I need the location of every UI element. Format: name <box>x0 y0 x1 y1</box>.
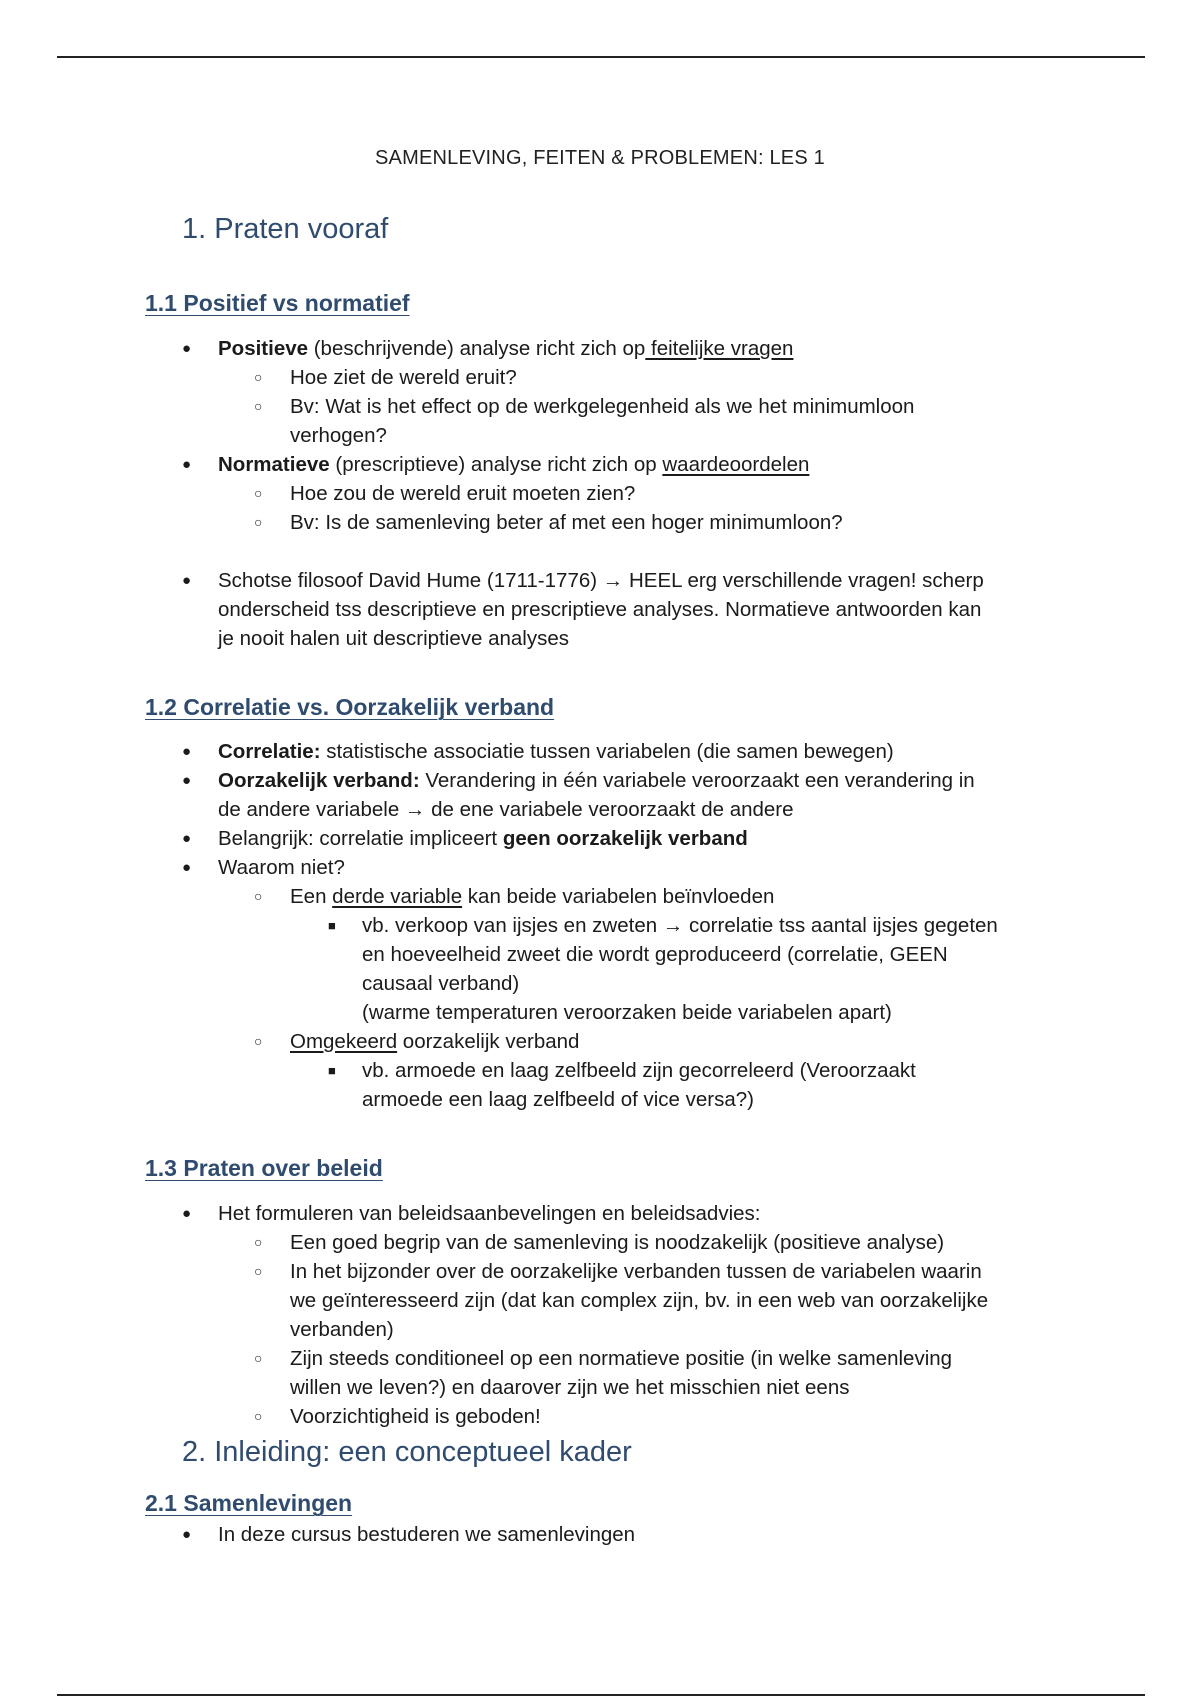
list-item: ○ Zijn steeds conditioneel op een normatieve positie (in welke samenleving willen we leven?) en daarover zijn we het misschien niet eens <box>176 1344 1056 1402</box>
circle-bullet-icon: ○ <box>254 1350 263 1366</box>
disc-bullet-icon: ● <box>182 859 192 876</box>
circle-bullet-icon: ○ <box>254 1263 263 1279</box>
list-item: ● Oorzakelijk verband: Verandering in één variabele veroorzaakt een verandering in de andere variabele → de ene variabele veroorzaakt de andere <box>176 766 1056 824</box>
list-item: ○ In het bijzonder over de oorzakelijke verbanden tussen de variabelen waarin we geïnteresseerd zijn (dat kan complex zijn, bv. in een web van oorzakelijke verbanden) <box>176 1257 1056 1344</box>
circle-bullet-icon: ○ <box>254 398 263 414</box>
list-item: ● Positieve (beschrijvende) analyse richt zich op feitelijke vragen <box>176 334 1056 363</box>
disc-bullet-icon: ● <box>182 772 192 789</box>
subsection-1-2-list <box>176 737 1056 1114</box>
list-item: ○ Voorzichtigheid is geboden! <box>176 1402 1056 1431</box>
disc-bullet-icon: ● <box>182 1526 192 1543</box>
top-rule <box>57 56 1145 58</box>
list-item: ● Normatieve (prescriptieve) analyse richt zich op waardeoordelen <box>176 450 1056 479</box>
disc-bullet-icon: ● <box>182 340 192 357</box>
list-item: ○ Hoe zou de wereld eruit moeten zien? <box>176 479 1056 508</box>
list-item: ■ vb. armoede en laag zelfbeeld zijn gecorreleerd (Veroorzaakt armoede een laag zelfbeeld of vice versa?) <box>176 1056 1056 1114</box>
subsection-1-2-heading: 1.2 Correlatie vs. Oorzakelijk verband <box>145 694 555 720</box>
section-2-heading: 2. Inleiding: een conceptueel kader <box>182 1436 632 1468</box>
list-item: ● Correlatie: statistische associatie tussen variabelen (die samen bewegen) <box>176 737 1056 766</box>
list-item: ○ Een goed begrip van de samenleving is noodzakelijk (positieve analyse) <box>176 1228 1056 1257</box>
circle-bullet-icon: ○ <box>254 514 263 530</box>
list-item: ○ Een derde variable kan beide variabelen beïnvloeden <box>176 882 1056 911</box>
list-item: ○ Bv: Is de samenleving beter af met een hoger minimumloon? <box>176 508 1056 537</box>
subsection-2-1-list <box>176 1520 1056 1549</box>
disc-bullet-icon: ● <box>182 456 192 473</box>
list-item: ● Waarom niet? <box>176 853 1056 882</box>
square-bullet-icon: ■ <box>328 1063 336 1078</box>
disc-bullet-icon: ● <box>182 1205 192 1222</box>
circle-bullet-icon: ○ <box>254 888 263 904</box>
disc-bullet-icon: ● <box>182 830 192 847</box>
list-item: ● Het formuleren van beleidsaanbevelingen en beleidsadvies: <box>176 1199 1056 1228</box>
list-item: ○ Omgekeerd oorzakelijk verband <box>176 1027 1056 1056</box>
subsection-1-3-heading: 1.3 Praten over beleid <box>145 1155 383 1181</box>
square-bullet-icon: ■ <box>328 918 336 933</box>
list-item: ● Schotse filosoof David Hume (1711-1776) → HEEL erg verschillende vragen! scherp onderscheid tss descriptieve en prescriptieve analyses. Normatieve antwoorden kan je nooit halen uit descriptieve analyses <box>176 566 1056 653</box>
list-item: ○ Bv: Wat is het effect op de werkgelegenheid als we het minimumloon verhogen? <box>176 392 1056 450</box>
disc-bullet-icon: ● <box>182 572 192 589</box>
circle-bullet-icon: ○ <box>254 1234 263 1250</box>
disc-bullet-icon: ● <box>182 743 192 760</box>
subsection-1-1-heading: 1.1 Positief vs normatief <box>145 290 410 316</box>
subsection-1-1-list <box>176 334 1056 653</box>
circle-bullet-icon: ○ <box>254 1408 263 1424</box>
bottom-rule <box>57 1694 1145 1696</box>
circle-bullet-icon: ○ <box>254 1033 263 1049</box>
list-item: ○ Hoe ziet de wereld eruit? <box>176 363 1056 392</box>
list-item: ● In deze cursus bestuderen we samenlevingen <box>176 1520 1056 1549</box>
subsection-2-1-heading: 2.1 Samenlevingen <box>145 1490 353 1516</box>
list-item: ● Belangrijk: correlatie impliceert geen oorzakelijk verband <box>176 824 1056 853</box>
document-title: SAMENLEVING, FEITEN & PROBLEMEN: LES 1 <box>375 147 825 169</box>
subsection-1-3-list <box>176 1199 1056 1431</box>
circle-bullet-icon: ○ <box>254 485 263 501</box>
circle-bullet-icon: ○ <box>254 369 263 385</box>
list-item: ■ vb. verkoop van ijsjes en zweten → correlatie tss aantal ijsjes gegeten en hoeveelheid zweet die wordt geproduceerd (correlatie, GEEN causaal verband) (warme temperaturen veroorzaken beide variabelen apart) <box>176 911 1056 1027</box>
section-1-heading: 1. Praten vooraf <box>182 213 389 245</box>
